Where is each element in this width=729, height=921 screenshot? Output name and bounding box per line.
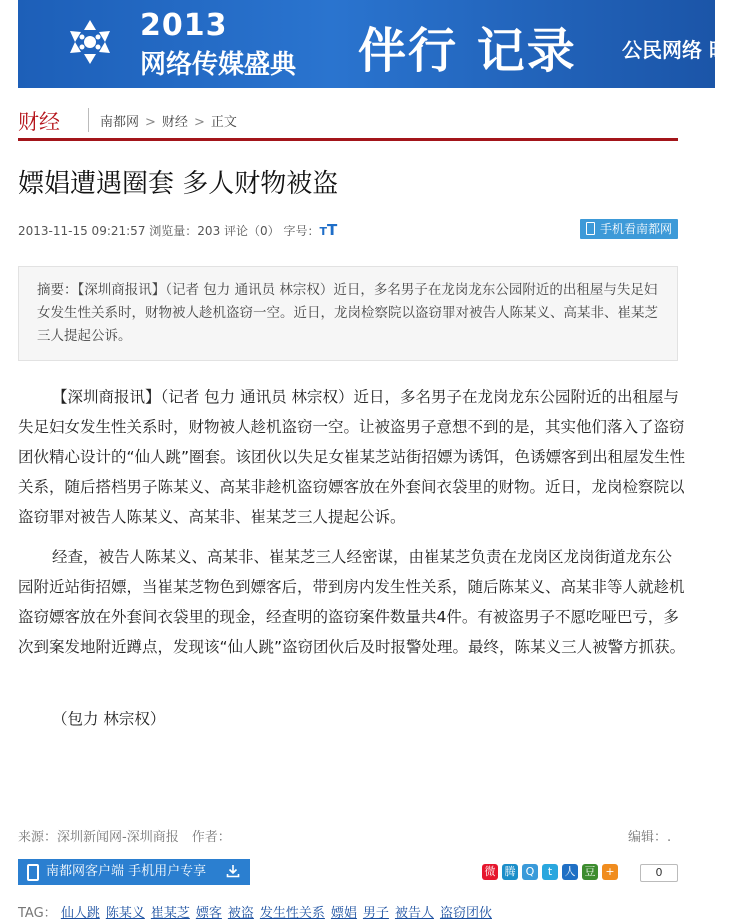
banner-tail-text: 公民网络 时 bbox=[622, 38, 729, 62]
font-small-icon[interactable]: T bbox=[319, 225, 328, 238]
banner-slogan: 伴行 记录 bbox=[358, 23, 577, 79]
event-banner[interactable] bbox=[18, 0, 729, 88]
channel-divider bbox=[88, 108, 89, 132]
qzone-share-icon[interactable]: Q bbox=[522, 864, 538, 880]
tag-list bbox=[18, 902, 498, 921]
tag-link[interactable]: 被盗 bbox=[227, 906, 254, 921]
tag-link[interactable]: 被告人 bbox=[394, 906, 434, 921]
font-large-icon[interactable]: T bbox=[327, 221, 338, 239]
more-share-icon[interactable]: + bbox=[602, 864, 618, 880]
share-bar bbox=[482, 864, 622, 882]
summary-label: 摘要： bbox=[37, 282, 78, 298]
breadcrumb-current: 正文 bbox=[210, 115, 237, 130]
comments-link[interactable]: 评论（0） bbox=[224, 224, 280, 238]
channel-name[interactable]: 财经 bbox=[18, 110, 60, 134]
font-size-label: 字号： bbox=[283, 224, 320, 238]
download-icon bbox=[226, 864, 240, 878]
tag-link[interactable]: 崔某芝 bbox=[150, 906, 190, 921]
tag-link[interactable]: 嫖客 bbox=[195, 906, 222, 921]
tag-link[interactable]: 陈某义 bbox=[105, 906, 145, 921]
tencent-weibo-share-icon[interactable]: 腾 bbox=[502, 864, 518, 880]
banner-year: 2013 bbox=[140, 8, 228, 43]
tag-link[interactable]: 仙人跳 bbox=[60, 906, 100, 921]
article-source: 来源：深圳新闻网-深圳商报 作者： bbox=[18, 830, 231, 845]
phone-icon bbox=[586, 222, 595, 235]
tag-link[interactable]: 男子 bbox=[362, 906, 389, 921]
article-editor: 编辑：. bbox=[628, 830, 672, 845]
breadcrumb-home-link[interactable]: 南都网 bbox=[100, 115, 140, 130]
snowflake-logo-icon bbox=[66, 18, 114, 66]
app-download-label: 南都网客户端 手机用户专享 bbox=[46, 864, 207, 879]
article-summary bbox=[18, 266, 678, 361]
article-title: 嫖娼遭遇圈套 多人财物被盗 bbox=[18, 169, 339, 199]
chevron-right-icon: > bbox=[145, 115, 156, 130]
tqq-share-icon[interactable]: t bbox=[542, 864, 558, 880]
banner-event-title: 网络传媒盛典 bbox=[140, 50, 297, 80]
paragraph: 【深圳商报讯】（记者 包力 通讯员 林宗权）近日，多名男子在龙岗龙东公园附近的出租屋与失足妇女发生性关系时，财物被人趁机盗窃一空。让被盗男子意想不到的是，其实他们落入了盗窃团伙精心设计的“仙人跳”圈套。该团伙以失足女崔某芝站街招嫖为诱饵，色诱嫖客到出租屋发生性关系，随后搭档男子陈某义、高某非趁机盗窃嫖客放在外套间衣袋里的财物。近日，龙岗检察院以盗窃罪对被告人陈某义、高某非、崔某芝三人提起公诉。 bbox=[18, 388, 686, 526]
mobile-view-label: 手机看南都网 bbox=[599, 222, 672, 236]
chevron-right-icon: > bbox=[193, 115, 205, 130]
mobile-view-button[interactable] bbox=[580, 219, 678, 239]
channel-header bbox=[18, 104, 678, 141]
article-meta bbox=[18, 221, 337, 239]
share-count: 0 bbox=[640, 864, 678, 882]
renren-share-icon[interactable]: 人 bbox=[562, 864, 578, 880]
tag-link[interactable]: 发生性关系 bbox=[259, 906, 325, 921]
breadcrumb bbox=[100, 111, 237, 130]
tag-link[interactable]: 嫖娼 bbox=[330, 906, 357, 921]
views-count: 203 bbox=[197, 224, 221, 238]
views-label: 浏览量： bbox=[149, 224, 198, 238]
paragraph-byline: （包力 林宗权） bbox=[52, 710, 166, 728]
weibo-share-icon[interactable]: 微 bbox=[482, 864, 498, 880]
phone-icon bbox=[27, 864, 39, 881]
article-datetime: 2013-11-15 09:21:57 bbox=[18, 224, 146, 238]
summary-text: 【深圳商报讯】（记者 包力 通讯员 林宗权）近日，多名男子在龙岗龙东公园附近的出租屋与失足妇女发生性关系时，财物被人趁机盗窃一空。近日，龙岗检察院以盗窃罪对被告人陈某义、高某非、崔某芝三人提起公诉。 bbox=[37, 282, 658, 344]
douban-share-icon[interactable]: 豆 bbox=[582, 864, 598, 880]
font-size-toggle[interactable] bbox=[319, 221, 338, 239]
breadcrumb-channel-link[interactable]: 财经 bbox=[161, 115, 188, 130]
tags-label: TAG： bbox=[18, 906, 57, 921]
paragraph: 经查，被告人陈某义、高某非、崔某芝三人经密谋，由崔某芝负责在龙岗区龙岗街道龙东公园附近站街招嫖，当崔某芝物色到嫖客后，带到房内发生性关系，随后陈某义、高某非等人就趁机盗窃嫖客放在外套间衣袋里的现金，经查明的盗窃案件数量共4件。有被盗男子不愿吃哑巴亏，多次到案发地附近蹲点，发现该“仙人跳”盗窃团伙后及时报警处理。最终，陈某义三人被警方抓获。 bbox=[18, 548, 686, 656]
app-download-button[interactable] bbox=[18, 859, 250, 885]
tag-link[interactable]: 盗窃团伙 bbox=[439, 906, 492, 921]
